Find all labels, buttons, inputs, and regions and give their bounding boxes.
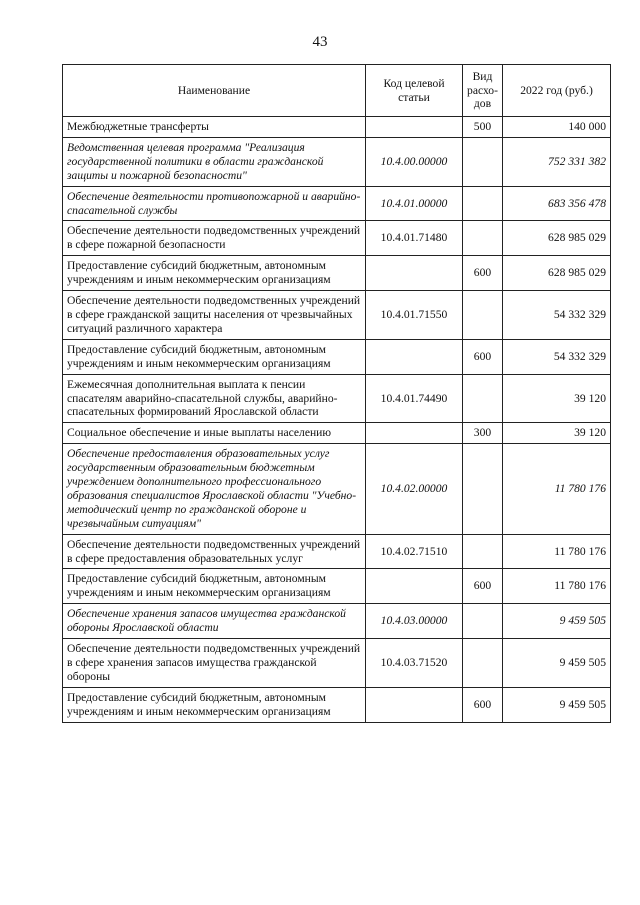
table-row	[63, 444, 611, 534]
table-row	[63, 256, 611, 291]
row-kind-cell	[463, 444, 503, 534]
row-code-cell: 10.4.01.71550	[366, 291, 463, 340]
row-name-cell: Обеспечение деятельности подведомственных учреждений в сфере хранения запасов имущества гражданской обороны	[63, 639, 366, 688]
row-name-cell: Обеспечение деятельности противопожарной и аварийно-спасательной службы	[63, 186, 366, 221]
row-kind-cell	[463, 186, 503, 221]
row-kind-cell	[463, 137, 503, 186]
row-kind-cell	[463, 604, 503, 639]
row-sum-cell: 39 120	[503, 423, 611, 444]
row-sum-cell: 752 331 382	[503, 137, 611, 186]
row-sum-cell: 628 985 029	[503, 221, 611, 256]
row-sum-cell: 628 985 029	[503, 256, 611, 291]
row-code-cell	[366, 569, 463, 604]
header-code: Код целевой статьи	[366, 65, 463, 117]
row-sum-cell: 39 120	[503, 374, 611, 423]
row-sum-cell: 683 356 478	[503, 186, 611, 221]
header-sum: 2022 год (руб.)	[503, 65, 611, 117]
row-kind-cell	[463, 374, 503, 423]
row-code-cell	[366, 256, 463, 291]
page-number: 43	[312, 34, 328, 50]
row-name-cell: Предоставление субсидий бюджетным, автономным учреждениям и иным некоммерческим организациям	[63, 569, 366, 604]
row-name-cell: Обеспечение деятельности подведомственных учреждений в сфере пожарной безопасности	[63, 221, 366, 256]
row-kind-cell: 600	[463, 569, 503, 604]
row-code-cell: 10.4.03.71520	[366, 639, 463, 688]
table-row	[63, 534, 611, 569]
row-name-cell: Предоставление субсидий бюджетным, автономным учреждениям и иным некоммерческим организациям	[63, 339, 366, 374]
header-name: Наименование	[63, 65, 366, 117]
row-kind-cell	[463, 221, 503, 256]
row-kind-cell: 600	[463, 256, 503, 291]
row-name-cell: Обеспечение хранения запасов имущества гражданской обороны Ярославской области	[63, 604, 366, 639]
table-row	[63, 117, 611, 138]
row-code-cell	[366, 423, 463, 444]
row-sum-cell: 11 780 176	[503, 569, 611, 604]
row-code-cell	[366, 687, 463, 722]
row-code-cell: 10.4.02.71510	[366, 534, 463, 569]
row-kind-cell	[463, 291, 503, 340]
row-code-cell	[366, 339, 463, 374]
row-sum-cell: 9 459 505	[503, 687, 611, 722]
row-sum-cell: 9 459 505	[503, 639, 611, 688]
row-sum-cell: 54 332 329	[503, 291, 611, 340]
row-name-cell: Обеспечение деятельности подведомственных учреждений в сфере гражданской защиты населения от чрезвычайных ситуаций различного характера	[63, 291, 366, 340]
header-kind: Вид расхо-дов	[463, 65, 503, 117]
row-name-cell: Обеспечение предоставления образовательных услуг государственным образовательным бюджетным учреждением дополнительного профессионального образования специалистов Ярославской области "Учебно-методический центр по гражданской обороне и чрезвычайным ситуациям"	[63, 444, 366, 534]
row-code-cell: 10.4.02.00000	[366, 444, 463, 534]
budget-table	[62, 64, 611, 723]
row-sum-cell: 54 332 329	[503, 339, 611, 374]
row-sum-cell: 140 000	[503, 117, 611, 138]
row-code-cell: 10.4.00.00000	[366, 137, 463, 186]
row-kind-cell: 600	[463, 339, 503, 374]
table-header-row	[63, 65, 611, 117]
table-row	[63, 569, 611, 604]
row-name-cell: Обеспечение деятельности подведомственных учреждений в сфере предоставления образовательных услуг	[63, 534, 366, 569]
row-name-cell: Предоставление субсидий бюджетным, автономным учреждениям и иным некоммерческим организациям	[63, 687, 366, 722]
row-code-cell: 10.4.01.74490	[366, 374, 463, 423]
row-sum-cell: 9 459 505	[503, 604, 611, 639]
table-row	[63, 221, 611, 256]
row-code-cell: 10.4.01.71480	[366, 221, 463, 256]
table-row	[63, 687, 611, 722]
row-code-cell	[366, 117, 463, 138]
row-sum-cell: 11 780 176	[503, 534, 611, 569]
row-code-cell: 10.4.03.00000	[366, 604, 463, 639]
table-row	[63, 137, 611, 186]
table-row	[63, 339, 611, 374]
row-code-cell: 10.4.01.00000	[366, 186, 463, 221]
row-kind-cell: 300	[463, 423, 503, 444]
row-name-cell: Социальное обеспечение и иные выплаты населению	[63, 423, 366, 444]
table-row	[63, 423, 611, 444]
table-row	[63, 639, 611, 688]
row-name-cell: Предоставление субсидий бюджетным, автономным учреждениям и иным некоммерческим организациям	[63, 256, 366, 291]
table-row	[63, 186, 611, 221]
table-body	[63, 117, 611, 723]
row-kind-cell	[463, 534, 503, 569]
row-name-cell: Ежемесячная дополнительная выплата к пенсии спасателям аварийно-спасательной службы, аварийно-спасательных формирований Ярославской области	[63, 374, 366, 423]
row-name-cell: Межбюджетные трансферты	[63, 117, 366, 138]
row-kind-cell: 500	[463, 117, 503, 138]
row-name-cell: Ведомственная целевая программа "Реализация государственной политики в области гражданской защиты и пожарной безопасности"	[63, 137, 366, 186]
table-row	[63, 604, 611, 639]
table-row	[63, 374, 611, 423]
table-row	[63, 291, 611, 340]
row-sum-cell: 11 780 176	[503, 444, 611, 534]
row-kind-cell: 600	[463, 687, 503, 722]
row-kind-cell	[463, 639, 503, 688]
